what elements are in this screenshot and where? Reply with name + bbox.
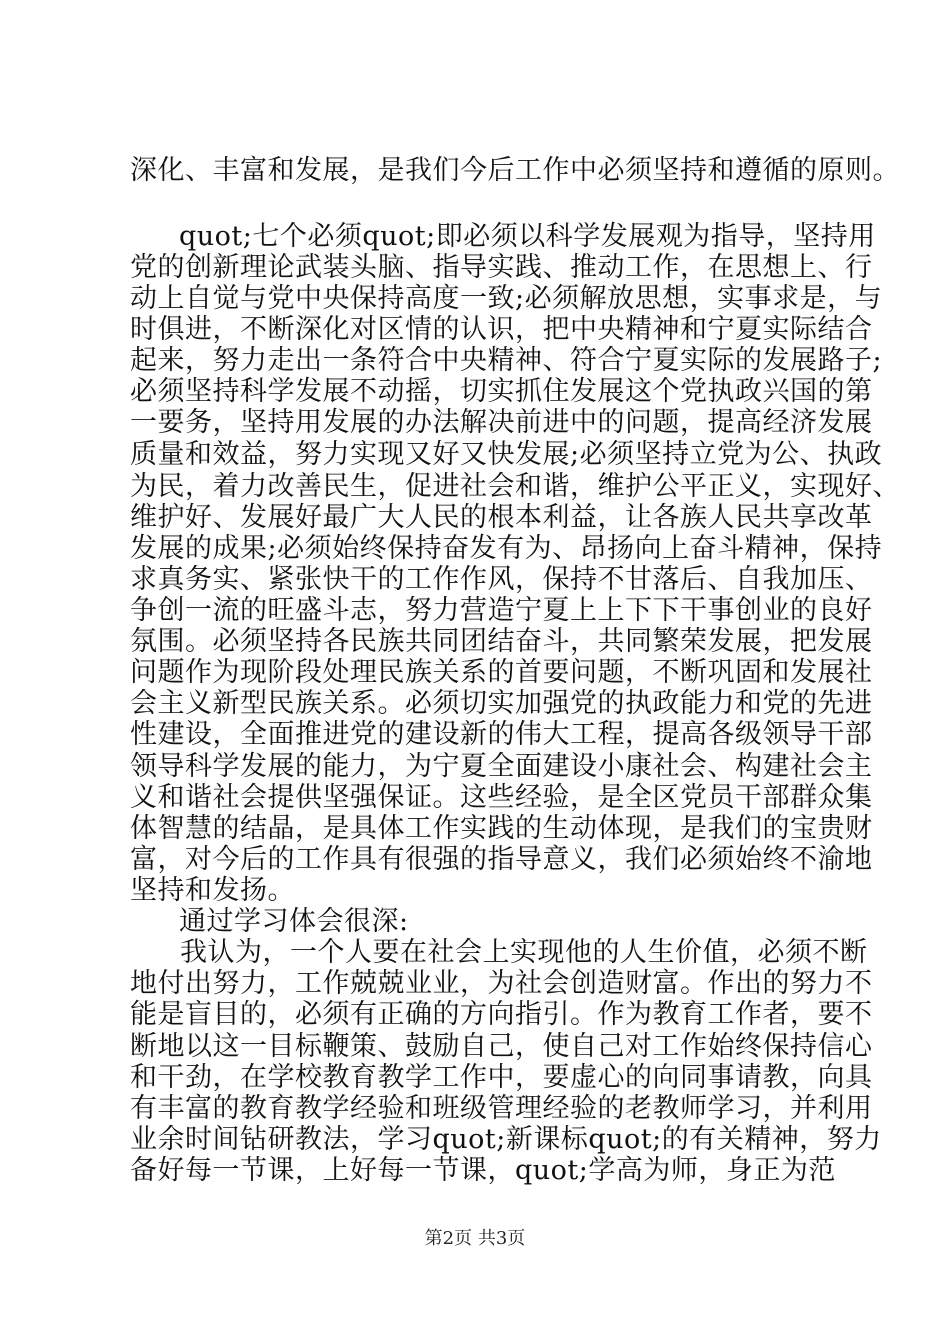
text-line: 发展的成果;必须始终保持奋发有为、昂扬向上奋斗精神，保持	[130, 533, 883, 564]
text-line: 为民，着力改善民生，促进社会和谐，维护公平正义，实现好、	[130, 471, 900, 502]
text-line: 性建设，全面推进党的建设新的伟大工程，提高各级领导干部	[130, 719, 873, 750]
text-line: 必须坚持科学发展不动摇，切实抓住发展这个党执政兴国的第	[130, 376, 873, 407]
text-line: 深化、丰富和发展，是我们今后工作中必须坚持和遵循的原则。	[130, 155, 900, 186]
text-line: 地付出努力，工作兢兢业业，为社会创造财富。作出的努力不	[130, 968, 873, 999]
text-line: 和干劲，在学校教育教学工作中，要虚心的向同事请教，向具	[130, 1062, 873, 1093]
text-line: 富，对今后的工作具有很强的指导意义，我们必须始终不渝地	[130, 844, 873, 875]
text-line: 备好每一节课，上好每一节课，quot;学高为师，身正为范	[130, 1155, 836, 1186]
text-line: 能是盲目的，必须有正确的方向指引。作为教育工作者，要不	[130, 999, 873, 1030]
text-line: 体智慧的结晶，是具体工作实践的生动体现，是我们的宝贵财	[130, 813, 873, 844]
text-line: 争创一流的旺盛斗志，努力营造宁夏上上下下干事创业的良好	[130, 595, 873, 626]
text-line: 有丰富的教育教学经验和班级管理经验的老教师学习，并利用	[130, 1093, 873, 1124]
text-line: 求真务实、紧张快干的工作作风，保持不甘落后、自我加压、	[130, 564, 873, 595]
page-footer: 第2页 共3页	[424, 1228, 526, 1249]
text-line: 时俱进，不断深化对区情的认识，把中央精神和宁夏实际结合	[130, 314, 873, 345]
text-line: 党的创新理论武装头脑、指导实践、推动工作，在思想上、行	[130, 252, 873, 283]
text-line: 起来，努力走出一条符合中央精神、符合宁夏实际的发展路子;	[130, 345, 883, 376]
text-line: 义和谐社会提供坚强保证。这些经验，是全区党员干部群众集	[130, 782, 873, 813]
paragraph-first-line: 我认为，一个人要在社会上实现他的人生价值，必须不断	[180, 937, 868, 968]
section-heading: 通过学习体会很深:	[179, 906, 409, 937]
text-line: 业余时间钻研教法，学习quot;新课标quot;的有关精神，努力	[130, 1124, 882, 1155]
text-line: 一要务，坚持用发展的办法解决前进中的问题，提高经济发展	[130, 407, 873, 438]
text-line: 领导科学发展的能力，为宁夏全面建设小康社会、构建社会主	[130, 751, 873, 782]
text-line: 氛围。必须坚持各民族共同团结奋斗，共同繁荣发展，把发展	[130, 626, 873, 657]
text-line: 质量和效益，努力实现又好又快发展;必须坚持立党为公、执政	[130, 439, 883, 470]
text-line: 问题作为现阶段处理民族关系的首要问题，不断巩固和发展社	[130, 657, 873, 688]
text-line: 会主义新型民族关系。必须切实加强党的执政能力和党的先进	[130, 688, 873, 719]
text-line: 维护好、发展好最广大人民的根本利益，让各族人民共享改革	[130, 502, 873, 533]
text-line: 断地以这一目标鞭策、鼓励自己，使自己对工作始终保持信心	[130, 1031, 873, 1062]
paragraph-first-line: quot;七个必须quot;即必须以科学发展观为指导，坚持用	[179, 221, 876, 252]
text-line: 坚持和发扬。	[130, 875, 295, 906]
text-line: 动上自觉与党中央保持高度一致;必须解放思想，实事求是，与	[130, 283, 883, 314]
